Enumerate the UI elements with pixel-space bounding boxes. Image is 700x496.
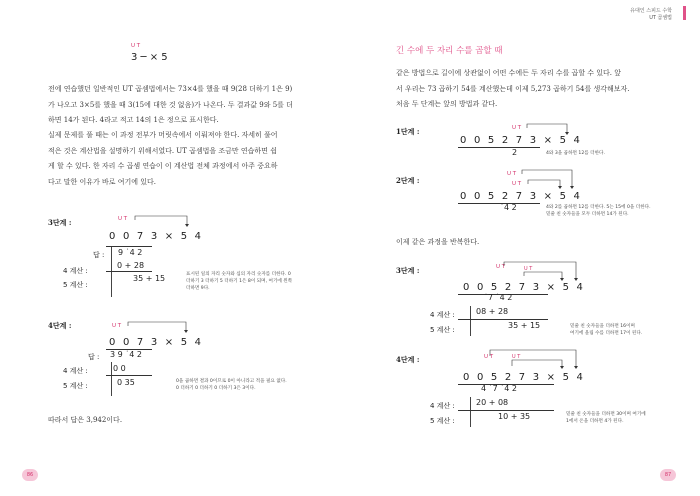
right-step2-note: 4와 2를 곱하면 12를 더한다. 5는 15에 0을 더한다. 밑줄 친 숫자들을 모두 더하면 14가 된다.	[546, 205, 651, 217]
left-step4-calc4-label: 4 계산 :	[63, 367, 88, 375]
left-step3-label: 3단계 :	[48, 218, 72, 227]
right-step2-ut2: U T	[512, 181, 522, 187]
svg-text:U T: U T	[524, 266, 533, 272]
book-title: 유대인 스피드 수학	[630, 8, 672, 14]
repeat-text: 이제 같은 과정을 반복한다.	[396, 238, 480, 246]
right-step4-ut: U T	[484, 354, 494, 360]
right-step4-calc4: 20 + 08	[476, 398, 509, 407]
right-step3-calc5-label: 5 계산 :	[430, 326, 455, 334]
left-step3-ut: U T	[118, 216, 128, 222]
left-step4-calc4: 0 0	[113, 364, 126, 373]
right-step3-result: ˙7 ˙4 2	[484, 293, 513, 302]
left-step3-calc5: 35 + 15	[133, 274, 166, 283]
left-paragraph-1: 전에 연습했던 일반적인 UT 곱셈법에서는 73×4를 했을 때 9(28 더하기 1은 9) 가 나오고 3×5를 했을 때 3(15에 대한 것 없음)가 나온다. 두 결과값 9와 5를 더 하면 14가 된다. 4라고 적고 14의 1은 정으로 표시한다.	[48, 85, 293, 124]
right-step2-result: ˙4 2	[500, 203, 517, 212]
right-step3-ut: U T	[496, 264, 506, 270]
right-step4-label: 4단계 :	[396, 355, 420, 364]
right-step2-problem: 0 0 5 2 7 3 × 5 4	[460, 191, 583, 202]
left-step4-ut: U T	[112, 323, 122, 329]
left-step4-answer-label: 답 :	[88, 353, 100, 361]
svg-text:U T: U T	[512, 354, 521, 360]
right-step3-calc4: 08 + 28	[476, 307, 509, 316]
right-step3-calc4-label: 4 계산 :	[430, 311, 455, 319]
left-step3-problem: 0 0 7 3 × 5 4	[109, 231, 204, 242]
right-step4-calc5-label: 5 계산 :	[430, 417, 455, 425]
right-step1-note: 4와 3을 곱하면 12를 더한다.	[546, 151, 605, 156]
top-example-ut: U T	[131, 43, 141, 49]
right-step3-label: 3단계 :	[396, 266, 420, 275]
right-step4-problem: 0 0 5 2 7 3 × 5 4	[463, 372, 586, 383]
right-intro: 같은 방법으로 길이에 상관없이 어떤 수에든 두 자리 수를 곱할 수 있다. 앞 서 우리는 73 곱하기 54를 계산했는데 이제 5,273 곱하기 54를 생각해보자. 처음 두 단계는 앞의 방법과 같다.	[396, 69, 630, 108]
right-step2-ut1: U T	[507, 171, 517, 177]
chapter-title: UT 곱셈법	[649, 15, 672, 21]
right-step1-ut: U T	[512, 125, 522, 131]
right-step3-calc5: 35 + 15	[508, 321, 541, 330]
left-step4-label: 4단계 :	[48, 321, 72, 330]
left-step4-note: 0을 곱하면 결과 0이므로 0이 아니라고 적을 필요 없다. 0 더하기 0 더하기 0 더하기 3은 3이다.	[176, 379, 287, 391]
left-step3-arrows	[115, 212, 195, 232]
left-step3-answer: 9 ˙4 2	[118, 248, 143, 257]
right-step4-calc5: 10 + 35	[498, 412, 531, 421]
header-accent-bar	[683, 6, 686, 20]
left-step4-answer: 3 9 ˙4 2	[110, 350, 142, 359]
left-step3-calc4: 0 + 28	[117, 261, 145, 270]
top-example-expr: 3 ─ × 5	[131, 52, 168, 63]
right-step3-note: 밑줄 친 숫자들을 더하면 16이며 여기에 올림 수를 더하면 17이 된다.	[570, 324, 643, 336]
right-page-number: 87	[660, 469, 676, 481]
right-step4-calc4-label: 4 계산 :	[430, 402, 455, 410]
left-step4-problem: 0 0 7 3 × 5 4	[109, 337, 204, 348]
left-conclusion: 따라서 답은 3,942이다.	[48, 416, 123, 424]
left-step4-calc5-label: 5 계산 :	[63, 382, 88, 390]
right-step4-result: 4 ˙7 ˙4 2	[481, 384, 517, 393]
left-step3-answer-label: 답 :	[93, 251, 105, 259]
right-step1-problem: 0 0 5 2 7 3 × 5 4	[460, 135, 583, 146]
right-step3-problem: 0 0 5 2 7 3 × 5 4	[463, 282, 586, 293]
left-paragraph-2: 실제 문제를 풀 때는 이 과정 전부가 머릿속에서 이뤄져야 한다. 자세히 풀어 적은 것은 계산법을 설명하기 위해서였다. UT 곱셈법을 조금만 연습하면 쉽 게 할 수 있다. 한 자리 수 곱셈 연습이 이 계산법 전체 과정에서 아주 중요하 다고 말한 이유가 바로 여기에 있다.	[48, 131, 278, 186]
right-step1-label: 1단계 :	[396, 127, 420, 136]
running-header	[630, 8, 672, 22]
right-step1-result: 2	[512, 148, 518, 157]
right-step2-label: 2단계 :	[396, 176, 420, 185]
left-page-number: 86	[22, 469, 38, 481]
left-step3-note: 표시된 일의 자리 숫자와 십의 자리 숫자를 더한다. 0 더하기 3 더하기 5 더하기 1은 8이 되며, 여기에 왼쪽 더하면 9다.	[186, 272, 293, 291]
left-step4-calc5: 0 35	[117, 378, 135, 387]
left-step3-calc4-label: 4 계산 :	[63, 267, 88, 275]
left-step4-arrows	[110, 318, 190, 338]
left-step3-calc5-label: 5 계산 :	[63, 281, 88, 289]
section-title: 긴 수에 두 자리 수를 곱할 때	[396, 46, 503, 56]
right-step4-note: 밑줄 친 숫자들을 더하면 30이며 여기에 1에서 온을 더하면 4가 된다.	[566, 412, 646, 424]
